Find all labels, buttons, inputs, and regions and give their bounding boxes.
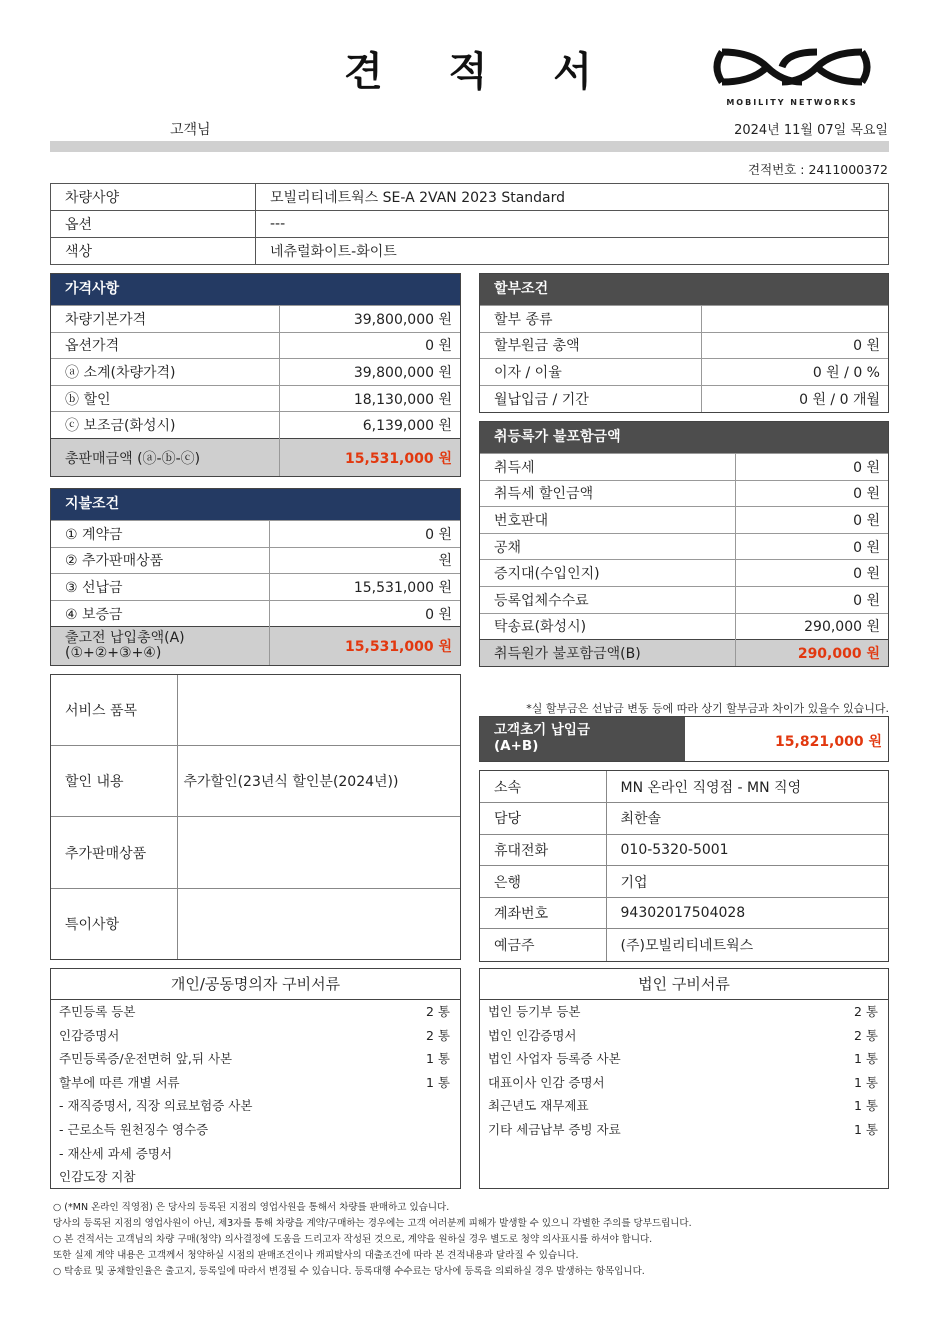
bank-label: 은행	[480, 866, 606, 898]
option-label: 옵션	[51, 211, 256, 238]
bank-value: 기업	[606, 866, 888, 898]
table-row	[480, 834, 888, 866]
row-value: 0 원	[269, 600, 460, 627]
acquisition-section-title: 취등록가 불포함금액	[480, 422, 888, 453]
table-row	[51, 306, 460, 333]
table-row	[51, 547, 460, 574]
row-value: 0 원	[279, 332, 460, 359]
row-value: 0 원	[269, 521, 460, 548]
header-divider	[50, 141, 889, 152]
payment-section	[50, 488, 461, 666]
row-value: 0 원	[735, 507, 888, 534]
account-value: 94302017504028	[606, 897, 888, 929]
list-item	[480, 1024, 888, 1048]
row-label: 이자 / 이율	[480, 359, 702, 386]
doc-label: 기타 세금납부 증빙 자료	[488, 1121, 621, 1137]
total-value: 15,531,000 원	[269, 627, 460, 665]
row-label: ① 계약금	[51, 521, 269, 548]
table-row	[480, 897, 888, 929]
row-label: 증지대(수입인지)	[480, 560, 735, 587]
row-value	[702, 306, 888, 333]
doc-label: 법인 사업자 등록증 사본	[488, 1051, 621, 1067]
table-row	[480, 454, 888, 481]
row-label: 할부 종류	[480, 306, 702, 333]
table-row	[51, 359, 460, 386]
table-row	[51, 889, 460, 959]
table-row	[51, 385, 460, 412]
color-value: 네츄럴화이트-화이트	[256, 238, 889, 265]
doc-label: 법인 인감증명서	[488, 1027, 577, 1043]
list-item	[51, 1000, 460, 1024]
personal-documents	[50, 968, 461, 1189]
table-row	[480, 533, 888, 560]
row-value: 0 원	[735, 533, 888, 560]
doc-label: 주민등록 등본	[59, 1004, 136, 1019]
table-row	[51, 745, 460, 817]
total-row	[51, 438, 460, 476]
manager-value: 최한솔	[606, 803, 888, 835]
doc-label: 대표이사 인감 증명서	[488, 1074, 605, 1090]
row-label: 월납입금 / 기간	[480, 385, 702, 412]
initial-payment-label-line1: 고객초기 납입금	[494, 722, 590, 738]
row-value: 0 원	[735, 454, 888, 481]
vehicle-spec-value: 모빌리티네트웍스 SE-A 2VAN 2023 Standard	[256, 184, 889, 211]
doc-label: 인감도장 지참	[59, 1169, 136, 1185]
row-label: 탁송료(화성시)	[480, 613, 735, 640]
phone-label: 휴대전화	[480, 834, 606, 866]
list-item	[51, 1142, 460, 1166]
table-row	[480, 586, 888, 613]
account-holder-label: 예금주	[480, 929, 606, 961]
vehicle-spec-label: 차량사양	[51, 184, 256, 211]
manager-label: 담당	[480, 803, 606, 835]
doc-label: 인감증명서	[59, 1027, 120, 1043]
discount-label: 할인 내용	[51, 745, 177, 817]
row-label: ④ 보증금	[51, 600, 269, 627]
table-row	[480, 385, 888, 412]
discount-value: 추가할인(23년식 할인분(2024년))	[177, 745, 460, 817]
doc-count: 1 통	[853, 1051, 878, 1067]
row-value: 0 원	[735, 586, 888, 613]
total-value: 290,000 원	[735, 640, 888, 667]
doc-count: 1 통	[425, 1051, 450, 1067]
total-label-line1: 출고전 납입총액(A)	[65, 630, 185, 647]
row-value: 39,800,000 원	[279, 359, 460, 386]
initial-payment-value: 15,821,000 원	[775, 734, 882, 750]
footnote-line: 또한 실제 계약 내용은 고객께서 청약하실 시점의 판매조건이나 캐피탈사의 대출조건에 따라 본 견적내용과 달라질 수 있습니다.	[53, 1250, 579, 1261]
doc-count: 2 통	[425, 1004, 450, 1019]
color-label: 색상	[51, 238, 256, 265]
row-label: 공채	[480, 533, 735, 560]
customer-name: 고객님	[170, 122, 211, 138]
list-item	[51, 1165, 460, 1189]
table-row	[51, 184, 889, 211]
row-label: 취득세 할인금액	[480, 480, 735, 507]
doc-label: 법인 등기부 등본	[488, 1004, 581, 1019]
phone-value: 010-5320-5001	[606, 834, 888, 866]
installment-note: *실 할부금은 선납금 변동 등에 따라 상기 할부금과 차이가 있을수 있습니다.	[526, 702, 889, 715]
price-section	[50, 273, 461, 477]
table-row	[480, 560, 888, 587]
account-label: 계좌번호	[480, 897, 606, 929]
row-label: 할부원금 총액	[480, 332, 702, 359]
row-value: 290,000 원	[735, 613, 888, 640]
table-row	[51, 817, 460, 889]
row-value: 0 원 / 0 개월	[702, 385, 888, 412]
footnote-line: ○ 본 견적서는 고객님의 차량 구매(청약) 의사결정에 도움을 드리고자 작성된 것으로, 계약을 원하실 경우 별도로 청약 의사표시를 하셔야 합니다.	[53, 1234, 653, 1245]
total-row	[480, 640, 888, 667]
affiliation-value: MN 온라인 직영점 - MN 직영	[620, 779, 802, 796]
list-item	[51, 1071, 460, 1095]
doc-count: 2 통	[425, 1027, 450, 1043]
doc-label: - 재직증명서, 직장 의료보험증 사본	[59, 1098, 253, 1114]
doc-count: 1 통	[853, 1074, 878, 1090]
payment-section-title: 지불조건	[51, 489, 460, 520]
total-label	[51, 627, 269, 665]
initial-payment-label	[480, 717, 685, 761]
table-row	[480, 803, 888, 835]
list-item	[51, 1118, 460, 1142]
option-value: ---	[256, 211, 889, 238]
table-row	[480, 771, 888, 803]
row-value: 18,130,000 원	[279, 385, 460, 412]
doc-count: 1 통	[425, 1074, 450, 1090]
total-label: 총판매금액 (ⓐ-ⓑ-ⓒ)	[51, 438, 279, 476]
doc-label: - 재산세 과세 증명서	[59, 1145, 173, 1161]
doc-label: 최근년도 재무제표	[488, 1098, 589, 1114]
remarks-label: 특이사항	[51, 889, 177, 959]
footnote-line: ○ (*MN 온라인 직영점) 은 당사의 등록된 지점의 영업사원을 통해서 차량를 판매하고 있습니다.	[53, 1202, 450, 1213]
table-row	[480, 332, 888, 359]
table-row	[51, 412, 460, 439]
dealer-info	[479, 770, 889, 962]
price-section-title: 가격사항	[51, 274, 460, 305]
list-item	[480, 1094, 888, 1118]
table-row	[480, 306, 888, 333]
row-value: 39,800,000 원	[279, 306, 460, 333]
row-value: 0 원	[735, 560, 888, 587]
vehicle-table	[50, 183, 889, 265]
doc-label: 할부에 따른 개별 서류	[59, 1074, 180, 1090]
acquisition-section	[479, 421, 889, 667]
additional-product-value	[177, 817, 460, 889]
table-row	[51, 211, 889, 238]
table-row	[51, 332, 460, 359]
row-value: 0 원 / 0 %	[702, 359, 888, 386]
row-label: ⓐ 소계(차량가격)	[51, 359, 279, 386]
list-item	[51, 1024, 460, 1048]
initial-payment-box	[479, 716, 889, 762]
table-row	[51, 521, 460, 548]
table-row	[480, 480, 888, 507]
doc-count: 1 통	[853, 1121, 878, 1137]
additional-product-label: 추가판매상품	[51, 817, 177, 889]
account-holder-value: (주)모빌리티네트웍스	[606, 929, 888, 961]
total-value: 15,531,000 원	[279, 438, 460, 476]
row-label: 번호판대	[480, 507, 735, 534]
table-row	[51, 238, 889, 265]
personal-documents-title: 개인/공동명의자 구비서류	[51, 969, 460, 1000]
installment-section	[479, 273, 889, 413]
row-label: ⓑ 할인	[51, 385, 279, 412]
total-label-line2: (①+②+③+④)	[65, 645, 162, 662]
table-row	[480, 929, 888, 961]
quote-date: 2024년 11월 07일 목요일	[734, 123, 888, 138]
row-label: 등록업체수수료	[480, 586, 735, 613]
list-item	[480, 1047, 888, 1071]
row-label: ③ 선납금	[51, 574, 269, 601]
row-value: 원	[269, 547, 460, 574]
remarks-value	[177, 889, 460, 959]
quote-number: 견적번호 : 2411000372	[748, 162, 888, 177]
row-label: ⓒ 보조금(화성시)	[51, 412, 279, 439]
row-value: 15,531,000 원	[269, 574, 460, 601]
list-item	[480, 1000, 888, 1024]
affiliation-label: 소속	[480, 771, 606, 803]
total-label: 취득원가 불포함금액(B)	[480, 640, 735, 667]
table-row	[51, 600, 460, 627]
row-value: 0 원	[702, 332, 888, 359]
table-row	[480, 359, 888, 386]
list-item	[51, 1047, 460, 1071]
doc-count: 2 통	[853, 1027, 878, 1043]
footnote-line: 당사의 등록된 지점의 영업사원이 아닌, 제3자를 통해 차량을 계약/구매하는 경우에는 고객 여러분께 피해가 발생할 수 있으니 각별한 주의를 당부드립니다.	[53, 1218, 692, 1229]
service-section	[50, 674, 461, 960]
table-row	[51, 574, 460, 601]
footnote-line: ○ 탁송료 및 공채할인율은 출고지, 등록일에 따라서 변경될 수 있습니다. 등록대행 수수료는 당사에 등록을 의뢰하실 경우 발생하는 항목입니다.	[53, 1266, 645, 1277]
table-row	[480, 866, 888, 898]
row-label: 취득세	[480, 454, 735, 481]
doc-label: - 근로소득 원천징수 영수증	[59, 1121, 209, 1137]
row-label: 옵션가격	[51, 332, 279, 359]
row-value: 6,139,000 원	[279, 412, 460, 439]
list-item	[51, 1094, 460, 1118]
row-label: ② 추가판매상품	[51, 547, 269, 574]
table-row	[480, 613, 888, 640]
doc-label: 주민등록증/운전면허 앞,뒤 사본	[59, 1051, 233, 1067]
footnotes	[53, 1200, 913, 1280]
installment-section-title: 할부조건	[480, 274, 888, 305]
row-label: 차량기본가격	[51, 306, 279, 333]
corporate-documents	[479, 968, 889, 1189]
document-title: 견 적 서	[344, 49, 618, 95]
list-item	[480, 1071, 888, 1095]
logo-text: MOBILITY NETWORKS	[726, 98, 858, 107]
list-item	[480, 1118, 888, 1142]
service-items-label: 서비스 품목	[51, 675, 177, 745]
table-row	[480, 507, 888, 534]
table-row	[51, 675, 460, 745]
corporate-documents-title: 법인 구비서류	[480, 969, 888, 1000]
doc-count: 2 통	[853, 1004, 878, 1019]
service-items-value	[177, 675, 460, 745]
row-value: 0 원	[735, 480, 888, 507]
doc-count: 1 통	[853, 1098, 878, 1114]
total-row	[51, 627, 460, 665]
initial-payment-label-line2: (A+B)	[494, 738, 539, 754]
